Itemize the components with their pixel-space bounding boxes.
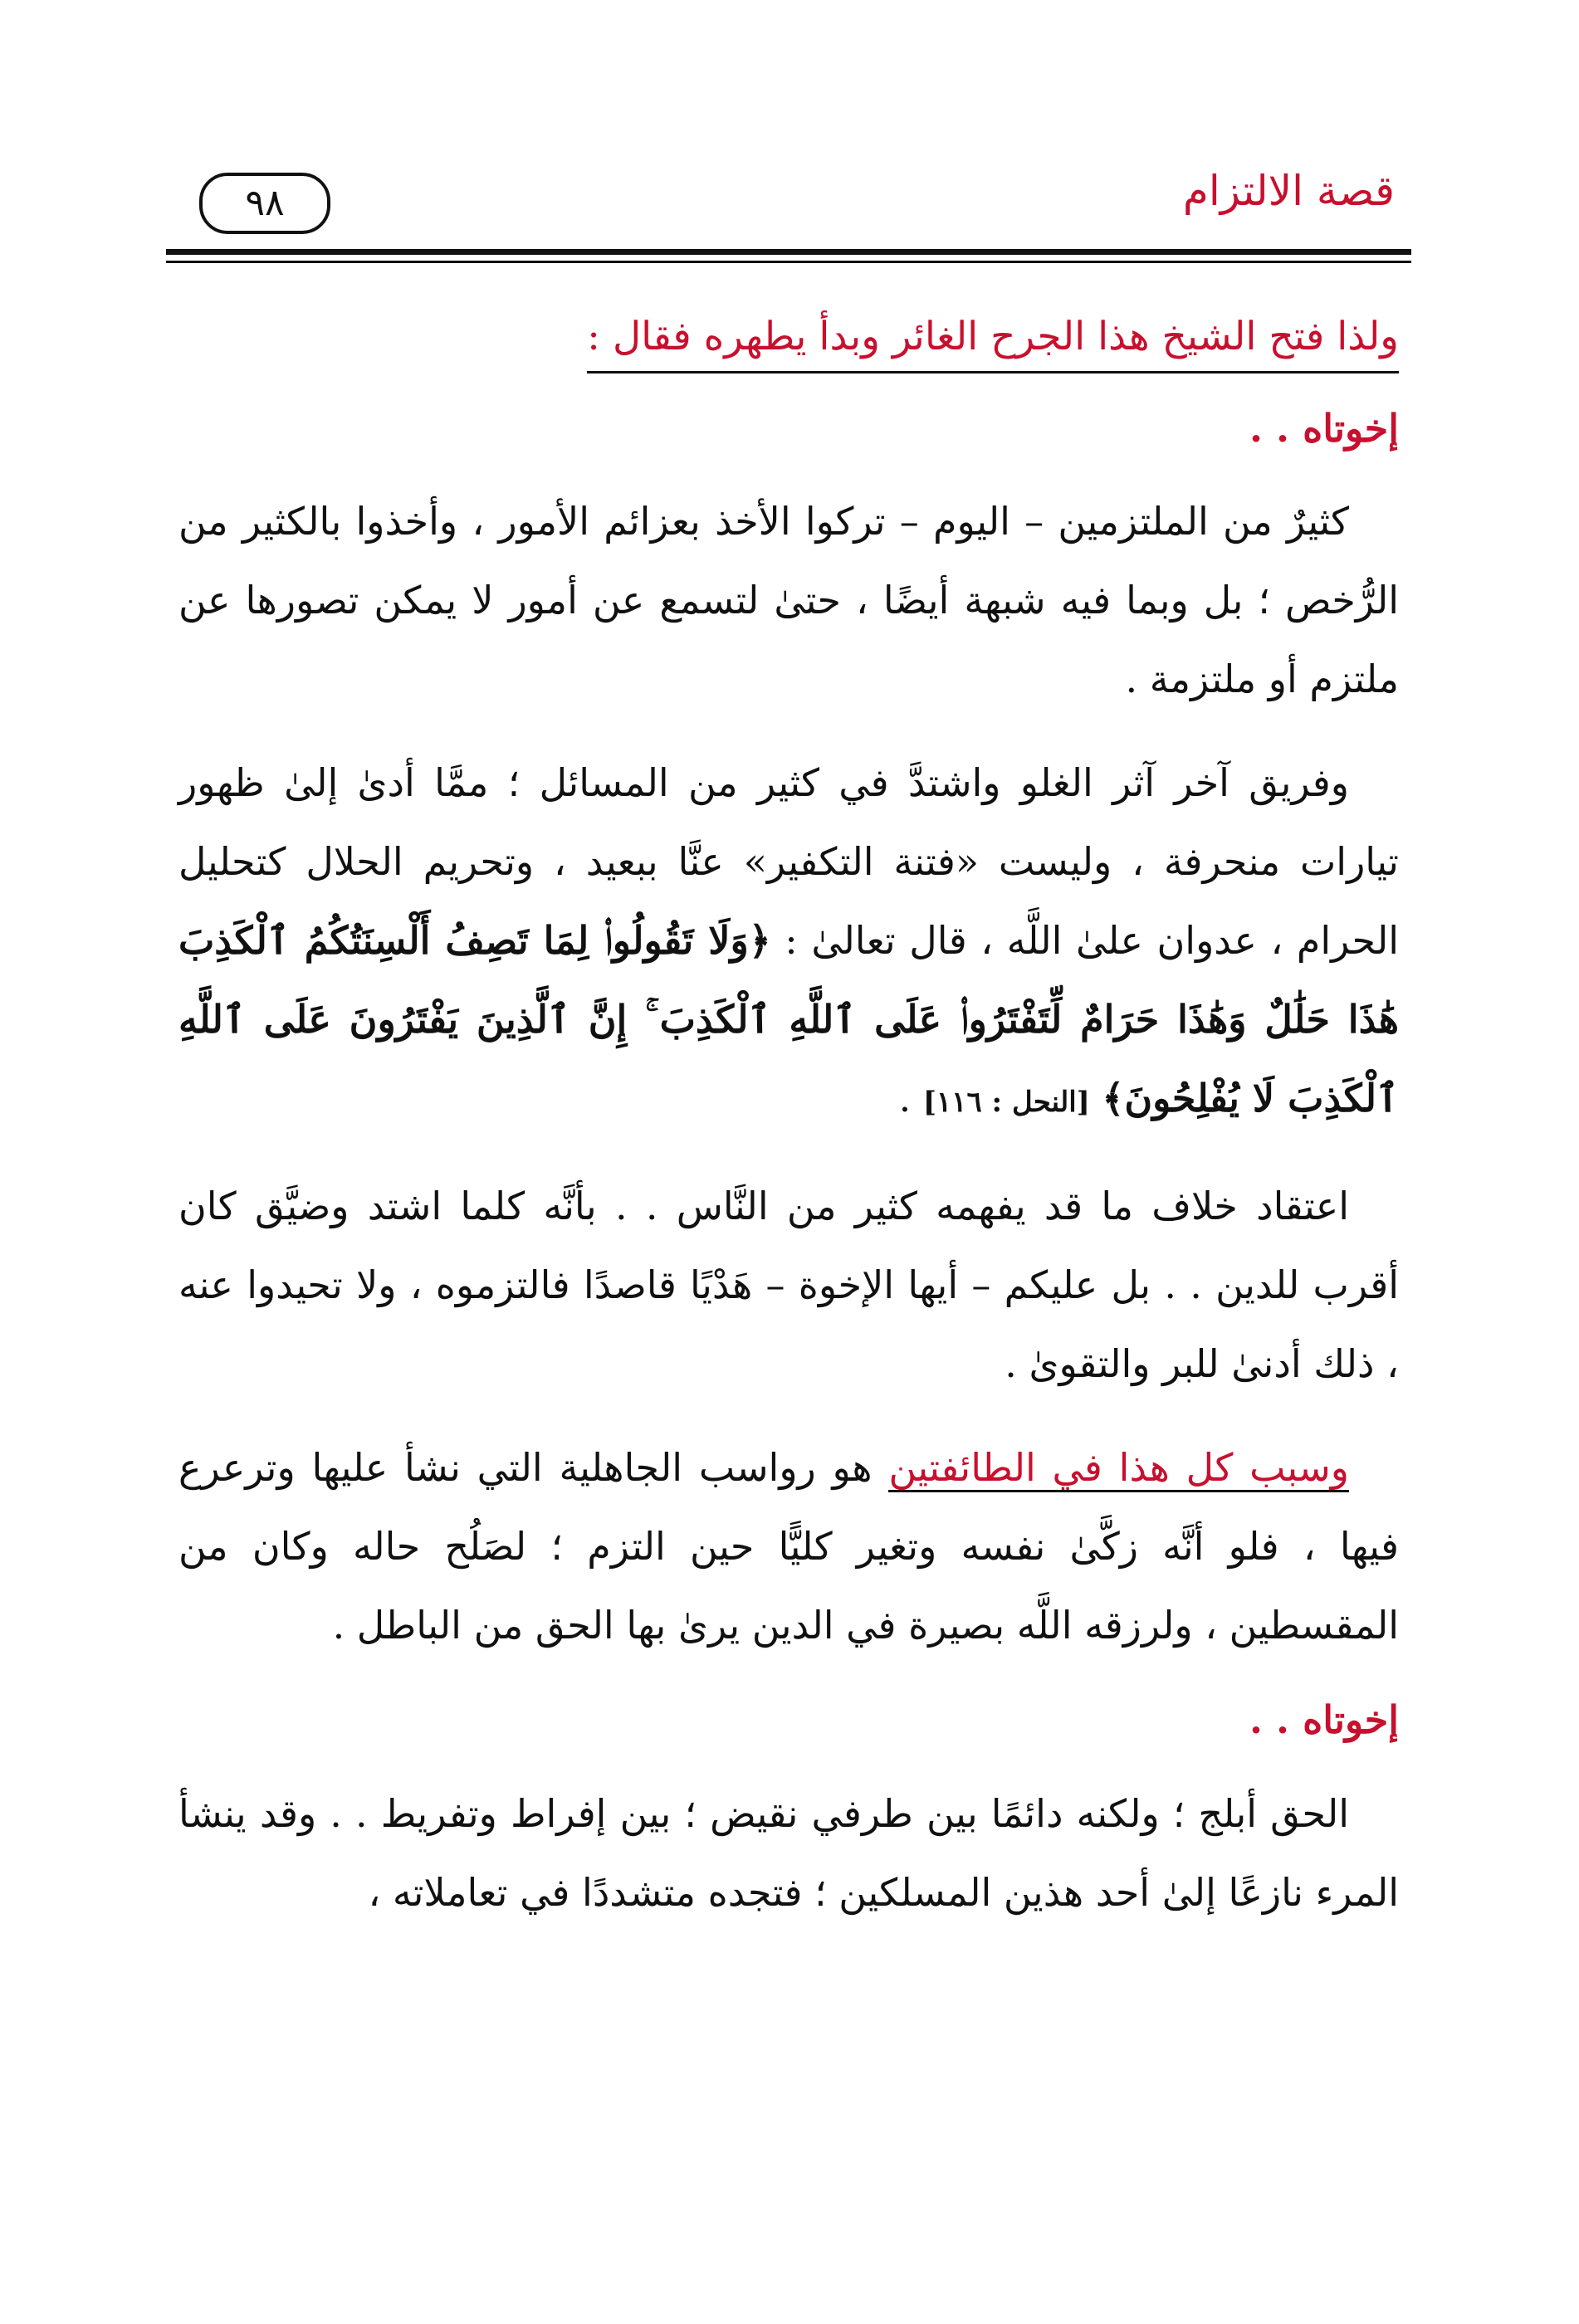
paragraph-4-text: هو رواسب الجاهلية التي نشأ عليها وترعرع فيها ، فلو أنَّه زكَّىٰ نفسه وتغير كليًّا حين التزم ؛ لصَلُح حاله وكان من المقسطين ، ولرزقه اللَّه بصيرة في الدين يرىٰ بها الحق من الباطل .: [178, 1445, 1399, 1648]
verse-reference: [النحل : ١١٦]: [922, 1086, 1090, 1120]
section-heading: ولذا فتح الشيخ هذا الجرح الغائر وبدأ يطهره فقال :: [587, 307, 1399, 374]
paragraph-4: [178, 1428, 1399, 1665]
header-divider-thick: [166, 249, 1411, 255]
paragraph-2-end: .: [898, 1076, 912, 1121]
paragraph-2-text: وفريق آخر آثر الغلو واشتدَّ في كثير من المسائل ؛ ممَّا أدىٰ إلىٰ ظهور تيارات منحرفة ، وليست «فتنة التكفير» عنَّا ببعيد ، وتحريم الحلال كتحليل الحرام ، عدوان علىٰ اللَّه ، قال تعالىٰ :: [178, 760, 1400, 964]
page-header: [183, 158, 1395, 249]
sub-heading-brothers-1: إخوتاه . .: [1249, 405, 1399, 451]
running-title: قصة الالتزام: [1182, 167, 1395, 215]
paragraph-5: الحق أبلج ؛ ولكنه دائمًا بين طرفي نقيض ؛ بين إفراط وتفريط . . وقد ينشأ المرء نازعًا إلىٰ أحد هذين المسلكين ؛ فتجده متشددًا في تعاملاته ،: [178, 1791, 1399, 1916]
sub-heading-brothers-2: إخوتاه . .: [1249, 1697, 1399, 1743]
paragraph-2: [178, 744, 1399, 1142]
paragraph-1: كثيرٌ من الملتزمين – اليوم – تركوا الأخذ بعزائم الأمور ، وأخذوا بالكثير من الرُّخص ؛ بل وبما فيه شبهة أيضًا ، حتىٰ لتسمع عن أمور لا يمكن تصورها عن ملتزم أو ملتزمة .: [178, 499, 1399, 702]
paragraph-4-highlight: وسبب كل هذا في الطائفتين: [888, 1445, 1349, 1492]
page-number: ٩٨: [199, 173, 330, 234]
header-divider-thin: [166, 261, 1411, 263]
paragraph-3: اعتقاد خلاف ما قد يفهمه كثير من النَّاس . . بأنَّه كلما اشتد وضيَّق كان أقرب للدين . . بل عليكم – أيها الإخوة – هَدْيًا قاصدًا فالتزموه ، ولا تحيدوا عنه ، ذلك أدنىٰ للبر والتقوىٰ .: [178, 1184, 1399, 1387]
quran-verse: ﴿وَلَا تَقُولُوا۟ لِمَا تَصِفُ أَلْسِنَتُكُمُ ٱلْكَذِبَ هَٰذَا حَلَٰلٌ وَهَٰذَا حَرَامٌ لِّتَفْتَرُوا۟ عَلَى ٱللَّهِ ٱلْكَذِبَ ۚ إِنَّ ٱلَّذِينَ يَفْتَرُونَ عَلَى ٱللَّهِ ٱلْكَذِبَ لَا يُفْلِحُونَ﴾: [178, 918, 1399, 1121]
page-body: [178, 307, 1399, 1957]
